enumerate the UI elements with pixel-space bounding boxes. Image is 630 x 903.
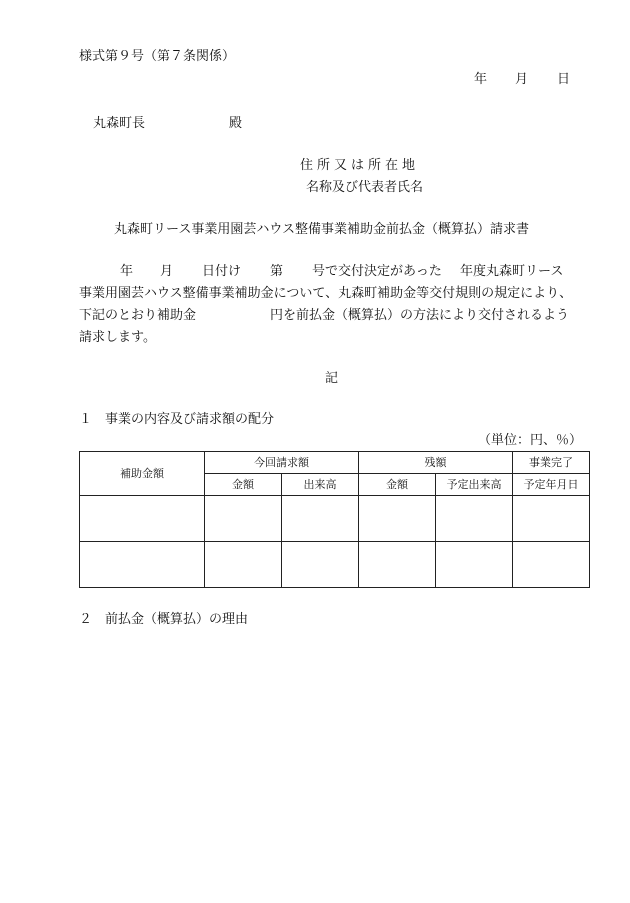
cell-current-amount[interactable] [205,496,282,542]
body-year: 年 [120,264,134,279]
cell-current-progress[interactable] [282,496,359,542]
cell-current-amount[interactable] [205,542,282,588]
header-subsidy-amount: 補助金額 [80,452,205,496]
body-line-3-start: 下記のとおり補助金 [79,308,197,323]
applicant-address-label: 住所又は所在地 [300,158,420,173]
subheader-planned-progress: 予定出来高 [436,474,513,496]
cell-remaining-planned-progress[interactable] [436,542,513,588]
body-line-4: 請求します。 [79,330,156,345]
body-line-2: 事業用園芸ハウス整備事業補助金について、丸森町補助金等交付規則の規定により、 [79,286,573,301]
cell-completion-date[interactable] [513,496,590,542]
cell-remaining-planned-progress[interactable] [436,496,513,542]
section-2-title: ２ 前払金（概算払）の理由 [79,612,249,627]
header-remaining: 残額 [359,452,513,474]
addressee-honorific: 殿 [229,116,243,131]
subheader-amount-current: 金額 [205,474,282,496]
document-title: 丸森町リース事業用園芸ハウス整備事業補助金前払金（概算払）請求書 [114,222,529,237]
body-dai: 第 [270,264,284,279]
section-1-title: １ 事業の内容及び請求額の配分 [79,412,275,427]
allocation-table [79,451,590,588]
body-fiscal-year: 年度丸森町リース [460,264,564,279]
cell-subsidy-amount[interactable] [80,496,205,542]
header-completion-1: 事業完了 [513,452,590,474]
date-month-label: 月 [515,72,529,87]
date-day-label: 日 [557,72,571,87]
header-completion-2: 予定年月日 [513,474,590,496]
date-year-label: 年 [474,72,488,87]
body-line-3-rest: 円を前払金（概算払）の方法により交付されるよう [270,308,570,323]
body-day: 日付け [202,264,242,279]
applicant-name-label: 名称及び代表者氏名 [306,180,424,195]
form-number: 様式第９号（第７条関係） [79,49,236,64]
cell-remaining-amount[interactable] [359,542,436,588]
subheader-amount-remaining: 金額 [359,474,436,496]
table-row [80,542,590,588]
ki-heading: 記 [325,371,339,386]
table-header-row [80,452,590,474]
header-current-request: 今回請求額 [205,452,359,474]
cell-subsidy-amount[interactable] [80,542,205,588]
cell-remaining-amount[interactable] [359,496,436,542]
addressee-name: 丸森町長 [93,116,146,131]
subheader-progress: 出来高 [282,474,359,496]
unit-label: （単位：円、％） [478,433,583,448]
body-go: 号で交付決定があった [312,264,442,279]
table-row [80,496,590,542]
cell-current-progress[interactable] [282,542,359,588]
body-month: 月 [160,264,174,279]
cell-completion-date[interactable] [513,542,590,588]
